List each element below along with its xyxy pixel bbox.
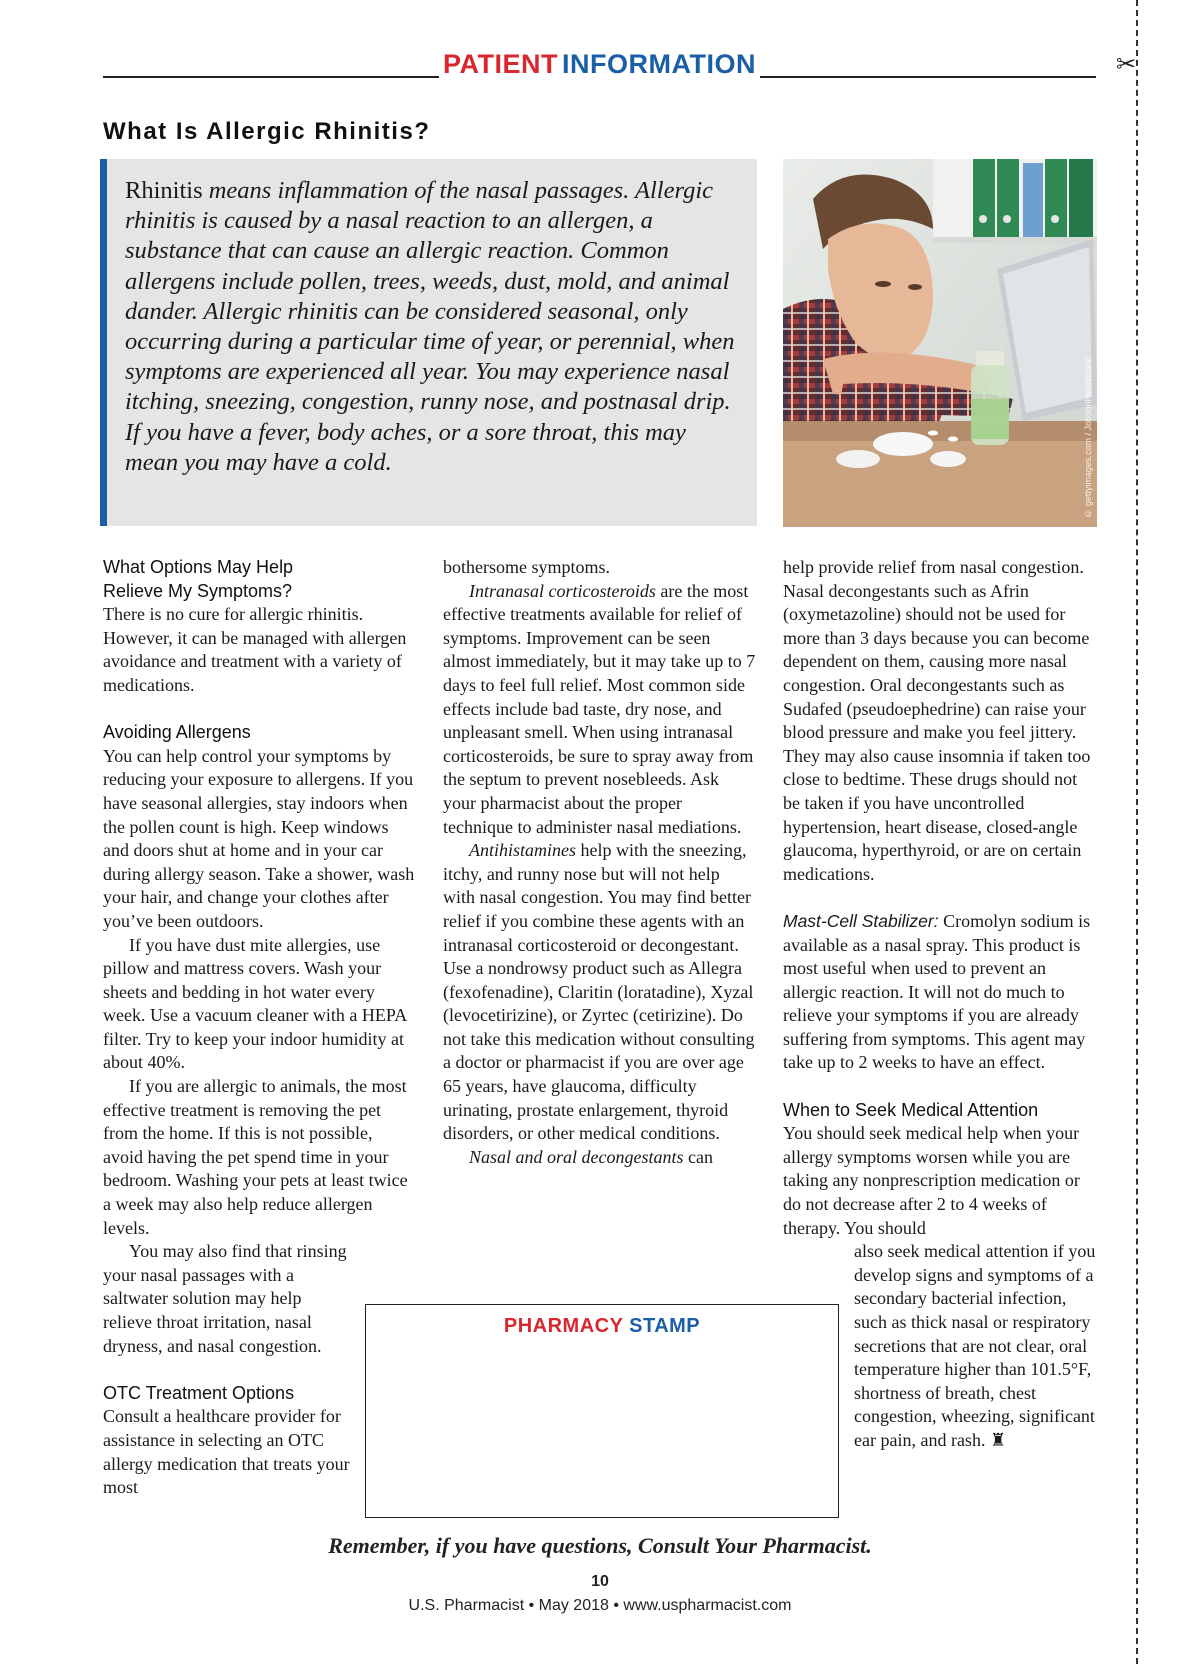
term-corticosteroids: Intranasal corticosteroids <box>469 580 656 601</box>
pharmacy-stamp-label: PHARMACY STAMP <box>503 1315 701 1337</box>
header-title <box>103 48 1096 80</box>
paragraph-decongestant-relief: help provide relief from nasal congestion. Nasal decongestants such as Afrin (oxymetazoline) should not be used for more than 3 days because you can become dependent on them, causing more nasal congestion. Oral decongestants such as Sudafed (pseudoephedrine) can raise your blood pressure and make you feel jittery. They may also cause insomnia if taken too close to bedtime. These drugs should not be taken if you have uncontrolled hypertension, heart disease, closed-angle glaucoma, hyperthyroid, or are on certain medications. <box>783 557 1091 884</box>
paragraph-mast-cell: Mast-Cell Stabilizer: Cromolyn sodium is available as a nasal spray. This product is most useful when used to prevent an allergic reaction. It will not do much to relieve your symptoms if you are already suffering from symptoms. This agent may take up to 2 weeks to have an effect. <box>783 910 1091 1073</box>
photo-tired-man <box>783 159 1097 527</box>
header-title-information: INFORMATION <box>562 49 756 79</box>
scissors-icon: ✂ <box>1116 50 1137 78</box>
term-antihistamines: Antihistamines <box>469 840 576 861</box>
paragraph-dust-mite: If you have dust mite allergies, use pillow and mattress covers. Wash your sheets and bedding in hot water every week. Use a vacuum cleaner with a HEPA filter. Try to keep your indoor humidity at about 40%. <box>103 934 407 1073</box>
heading-otc-options: OTC Treatment Options <box>103 1382 295 1403</box>
pharmacy-stamp-box <box>365 1304 839 1518</box>
cut-line <box>1136 0 1138 1664</box>
photo-credit: © gettyimages.com / JobsonHealthcare <box>1083 358 1093 519</box>
paragraph-seek-help: You should seek medical help when your allergy symptoms worsen while you are taking any nonprescription medication or do not decrease after 2 to 4 weeks of therapy. You should <box>783 1123 1080 1238</box>
intro-lead: Rhinitis <box>125 177 203 204</box>
heading-avoiding-allergens: Avoiding Allergens <box>103 722 251 743</box>
photo-illustration <box>783 159 1097 527</box>
intro-text <box>125 176 737 478</box>
intro-box <box>100 159 757 526</box>
paragraph-no-cure: There is no cure for allergic rhinitis. However, it can be managed with allergen avoidance and treatment with a variety of medications. <box>103 604 407 695</box>
paragraph-consult-provider: Consult a healthcare provider for assistance in selecting an OTC allergy medication that treats your most <box>103 1406 350 1498</box>
header-title-patient: PATIENT <box>443 49 558 79</box>
term-mast-cell: Mast-Cell Stabilizer: <box>783 910 939 931</box>
end-mark-icon: ♜ <box>989 1429 1007 1450</box>
paragraph-bothersome: bothersome symptoms. <box>443 557 610 577</box>
footer-citation: U.S. Pharmacist • May 2018 • www.uspharmacist.com <box>408 1597 792 1614</box>
term-decongestants: Nasal and oral decongestants <box>469 1146 684 1167</box>
page-title: What Is Allergic Rhinitis? <box>103 118 431 145</box>
intro-body: means inflammation of the nasal passages. Allergic rhinitis is caused by a nasal reaction to an allergen, a substance that can cause an allergic reaction. Common allergens include pollen, trees, weeds, dust, mold, and animal dander. Allergic rhinitis can be considered seasonal, only occurring during a particular time of year, or perennial, when symptoms are experienced all year. You may experience nasal itching, sneezing, congestion, runny nose, and postnasal drip. If you have a fever, body aches, or a sore throat, this may mean you may have a cold. <box>125 177 735 476</box>
column-2 <box>443 556 756 1169</box>
paragraph-decongestants: Nasal and oral decongestants can <box>469 1146 713 1167</box>
paragraph-animals: If you are allergic to animals, the most effective treatment is removing the pet from the home. If this is not possible, avoid having the pet spend time in your bedroom. Washing your pets at least twice a week may also help reduce allergen levels. <box>103 1076 408 1238</box>
heading-options-line2: Relieve My Symptoms? <box>103 580 293 601</box>
page-number: 10 <box>591 1573 609 1590</box>
paragraph-bacterial-infection: also seek medical attention if you develop signs and symptoms of a secondary bacterial infection, such as thick nasal or respiratory secretions that are not clear, oral temperature higher than 101.5°F, shortness of breath, chest congestion, wheezing, significant ear pain, and rash. ♜ <box>854 1241 1096 1450</box>
paragraph-corticosteroids: Intranasal corticosteroids are the most effective treatments available for relief of symptoms. Improvement can be seen almost immediately, but it may take up to 7 days to feel full relief. Most common side effects include bad taste, dry nose, and unpleasant smell. When using intranasal corticosteroids, be sure to spray away from the septum to prevent nosebleeds. Ask your pharmacist about the proper technique to administer nasal mediations. <box>443 580 756 837</box>
heading-options-line1: What Options May Help <box>103 557 294 577</box>
paragraph-seasonal: You can help control your symptoms by reducing your exposure to allergens. If you have seasonal allergies, stay indoors when the pollen count is high. Keep windows and doors shut at home and in your car during allergy season. Take a shower, wash your hair, and change your clothes after you’ve been outdoors. <box>103 745 415 931</box>
remember-tagline: Remember, if you have questions, Consult Your Pharmacist. <box>328 1533 872 1558</box>
paragraph-rinsing: You may also find that rinsing your nasal passages with a saltwater solution may help relieve throat irritation, nasal dryness, and nasal congestion. <box>103 1241 347 1356</box>
page-header <box>103 48 1096 80</box>
heading-seek-attention: When to Seek Medical Attention <box>783 1099 1039 1120</box>
paragraph-antihistamines: Antihistamines help with the sneezing, itchy, and runny nose but will not help with nasal congestion. You may find better relief if you combine these agents with an intranasal corticosteroid or decongestant. Use a nondrowsy product such as Allegra (fexofenadine), Claritin (loratadine), Xyzal (levocetirizine), or Zyrtec (cetirizine). Do not take this medication without consulting a doctor or pharmacist if you are over age 65 years, have glaucoma, difficulty urinating, prostate enlargement, thyroid disorders, or other medical conditions. <box>443 840 755 1144</box>
